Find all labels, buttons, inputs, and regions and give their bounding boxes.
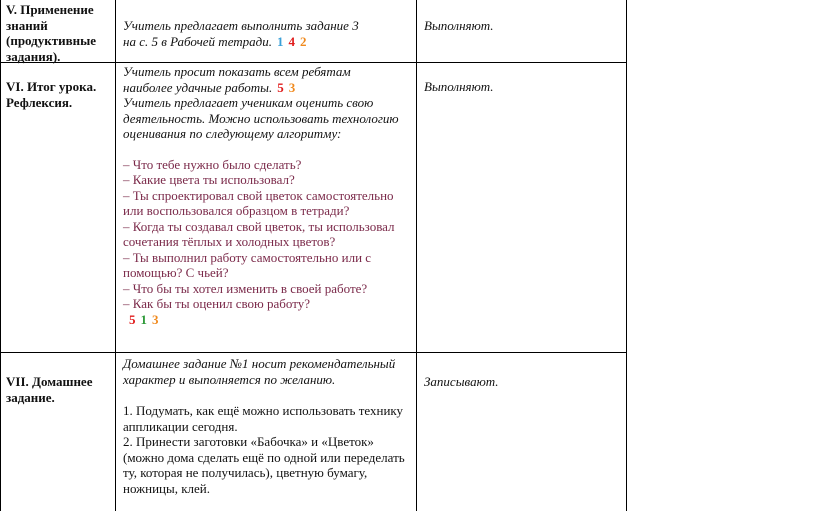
student-activity-v: Выполняют. [424, 18, 494, 33]
teacher-text-v-line1: Учитель предлагает выполнить задание 3 [123, 18, 359, 33]
student-activity-vii: Записывают. [424, 374, 499, 389]
number-mark: 5 [277, 79, 284, 95]
reflection-marks [124, 312, 415, 328]
number-mark: 3 [288, 79, 296, 95]
stage-v-label: V. Применение знаний (продуктивные задания). [6, 2, 97, 64]
number-mark: 1 [277, 33, 284, 49]
reflection-question: – Ты спроектировал свой цветок самостоятельно или воспользовался образцом в тетради? [123, 187, 394, 218]
student-activity-vi: Выполняют. [424, 79, 494, 94]
teacher-text-vi-line1: Учитель просит показать всем ребятам [123, 64, 351, 79]
number-mark: 3 [152, 311, 159, 327]
reflection-question: – Что тебе нужно было сделать? [123, 156, 302, 172]
homework-item: 1. Подумать, как ещё можно использовать технику аппликации сегодня. [123, 403, 404, 434]
number-mark: 1 [140, 311, 147, 327]
stage-vii-label: VII. Домашнее задание. [6, 374, 93, 405]
reflection-question: – Что бы ты хотел изменить в своей работе? [123, 280, 368, 296]
reflection-question: – Какие цвета ты использовал? [123, 172, 295, 187]
teacher-activity-vi [123, 64, 415, 327]
number-mark: 4 [288, 33, 296, 49]
column-divider-3 [626, 0, 627, 511]
reflection-question: – Как бы ты оценил свою работу? [123, 296, 311, 311]
homework-intro: Домашнее задание №1 носит рекомендательный характер и выполняется по желанию. [123, 356, 396, 387]
teacher-activity-v [123, 18, 413, 49]
column-divider-2 [416, 0, 417, 511]
table-border-left [0, 0, 1, 511]
teacher-text-vi-algorithm: Учитель предлагает ученикам оценить свою деятельность. Можно использовать технологию оценивания по следующему алгоритму: [123, 95, 399, 141]
row-divider-2 [0, 352, 627, 353]
number-mark: 5 [129, 311, 136, 327]
homework-items [123, 403, 415, 496]
stage-vi-label: VI. Итог урока. Рефлексия. [6, 79, 97, 110]
teacher-text-vi-line2: наиболее удачные работы. 5 3 [123, 79, 296, 95]
teacher-activity-vii [123, 356, 415, 496]
reflection-questions [123, 157, 415, 312]
reflection-question: – Ты выполнил работу самостоятельно или с помощью? С чьей? [123, 249, 372, 280]
reflection-question: – Когда ты создавал свой цветок, ты использовал сочетания тёплых и холодных цветов? [123, 218, 395, 249]
column-divider-1 [115, 0, 116, 511]
number-mark: 2 [300, 33, 307, 49]
teacher-text-v-line2: на с. 5 в Рабочей тетради. 1 4 2 [123, 33, 307, 49]
homework-item: 2. Принести заготовки «Бабочка» и «Цветок» (можно дома сделать ещё по одной или переделать ту, которая не получилась), цветную бумагу, ножницы, клей. [123, 434, 405, 496]
